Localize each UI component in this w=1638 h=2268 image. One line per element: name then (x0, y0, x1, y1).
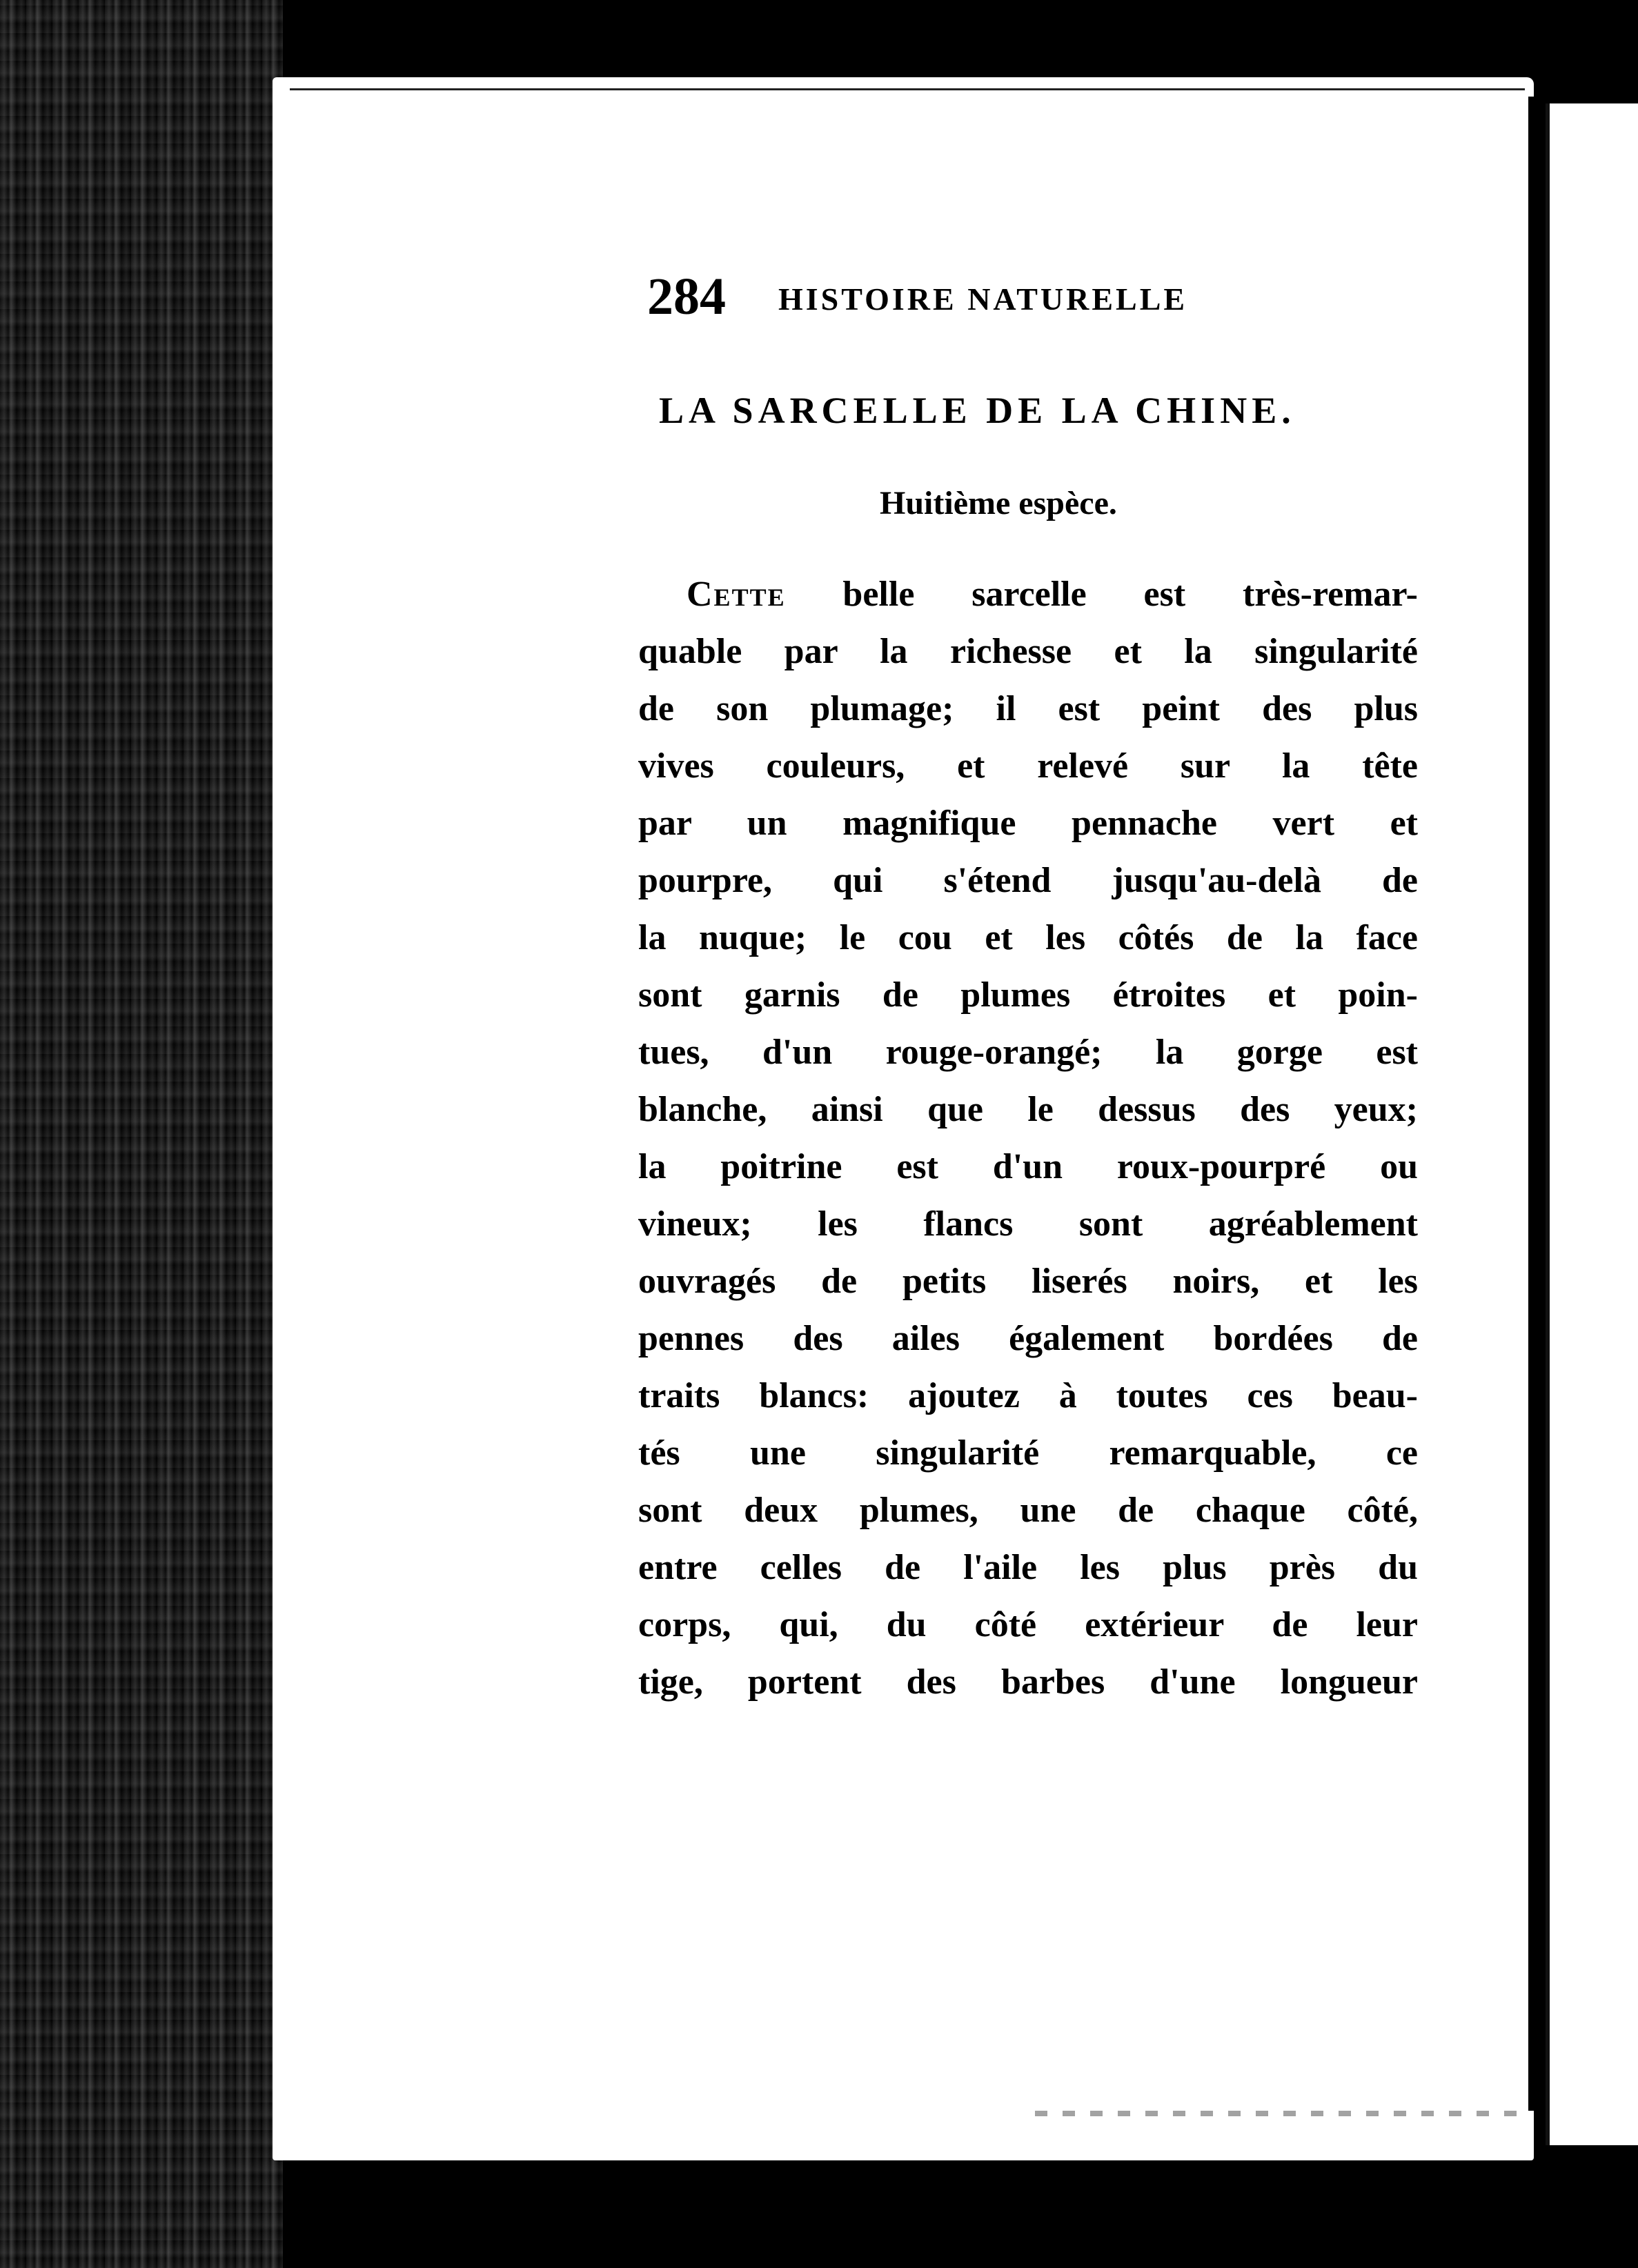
text-line-6: pourpre, qui s'étend jusqu'au-delà de (638, 861, 1418, 900)
adjacent-page-edge (1546, 103, 1638, 2145)
text-line-9: tues, d'un rouge-orangé; la gorge est (638, 1033, 1418, 1072)
text-line-7: la nuque; le cou et les côtés de la face (638, 918, 1418, 957)
text-line-19: corps, qui, du côté extérieur de leur (638, 1605, 1418, 1644)
text-line-12: vineux; les flancs sont agréablement (638, 1204, 1418, 1244)
text-line-3: de son plumage; il est peint des plus (638, 689, 1418, 728)
text-line-11: la poitrine est d'un roux-pourpré ou (638, 1147, 1418, 1186)
text-line-8: sont garnis de plumes étroites et poin- (638, 975, 1418, 1015)
chapter-title: LA SARCELLE DE LA CHINE. (659, 390, 1296, 431)
text-line-20: tige, portent des barbes d'une longueur (638, 1662, 1418, 1702)
chapter-subtitle: Huitième espèce. (880, 485, 1117, 521)
text-line-4: vives couleurs, et relevé sur la tête (638, 746, 1418, 786)
page-gutter-shadow (1528, 97, 1542, 2111)
text-line-10: blanche, ainsi que le dessus des yeux; (638, 1090, 1418, 1129)
text-line-16: tés une singularité remarquable, ce (638, 1433, 1418, 1473)
text-line-17: sont deux plumes, une de chaque côté, (638, 1491, 1418, 1530)
text-line-1-rest: belle sarcelle est très-remar- (785, 575, 1418, 614)
text-line-14: pennes des ailes également bordées de (638, 1319, 1418, 1358)
page-header (647, 269, 1420, 324)
text-line-15: traits blancs: ajoutez à toutes ces beau- (638, 1376, 1418, 1415)
text-line-5: par un magnifique pennache vert et (638, 804, 1418, 843)
book-page-edges (0, 0, 283, 2268)
scan-artifact (1035, 2111, 1518, 2116)
text-line-1 (638, 566, 1418, 623)
opening-word: Cette (687, 575, 786, 614)
text-line-13: ouvragés de petits liserés noirs, et les (638, 1262, 1418, 1301)
page-top-border (290, 88, 1525, 90)
text-line-2: quable par la richesse et la singularité (638, 632, 1418, 671)
body-text (638, 566, 1418, 1711)
page-number: 284 (647, 268, 726, 326)
text-line-18: entre celles de l'aile les plus près du (638, 1548, 1418, 1587)
running-head: HISTOIRE NATURELLE (778, 281, 1188, 317)
